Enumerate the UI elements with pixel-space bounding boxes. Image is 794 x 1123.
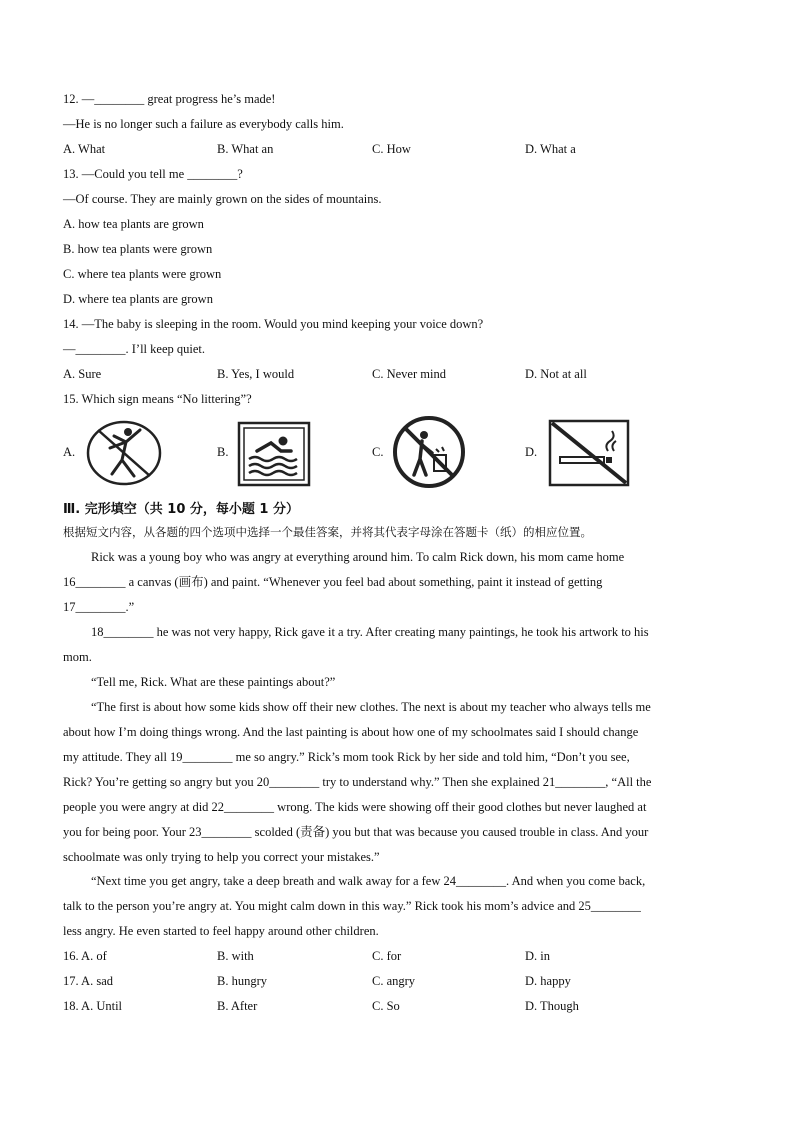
- q13-stem: 13. —Could you tell me ________?: [63, 167, 243, 181]
- q15-stem: 15. Which sign means “No littering”?: [63, 392, 252, 406]
- passage-line: schoolmate was only trying to help you correct your mistakes.”: [63, 850, 380, 864]
- passage-line: people you were angry at did 22________ wrong. The kids were showing off their good clothes but never laughed at: [63, 800, 647, 814]
- q12-stem: 12. —________ great progress he’s made!: [63, 92, 276, 106]
- passage-line: my attitude. They all 19________ me so angry.” Rick’s mom took Rick by her side and told him, “Don’t you see,: [63, 750, 630, 764]
- passage-line: talk to the person you’re angry at. You might calm down in this way.” Rick took his mom’s advice and 25________: [63, 899, 641, 913]
- passage-line: 18________ he was not very happy, Rick gave it a try. After creating many paintings, he took his artwork to his: [91, 625, 649, 639]
- passage-line: “The first is about how some kids show off their new clothes. The next is about my teacher who always tells me: [91, 700, 651, 714]
- q15-option-d[interactable]: D.: [525, 445, 538, 459]
- passage-line: 17________.”: [63, 600, 135, 614]
- no-littering-sign-icon: [392, 415, 466, 489]
- q16-option-b[interactable]: B. with: [217, 949, 254, 963]
- q12-option-d[interactable]: D. What a: [525, 142, 576, 156]
- q15-option-c[interactable]: C.: [372, 445, 384, 459]
- q14-option-b[interactable]: B. Yes, I would: [217, 367, 295, 381]
- q17-option-c[interactable]: C. angry: [372, 974, 416, 988]
- section-3-instruction: 根据短文内容，从各题的四个选项中选择一个最佳答案，并将其代表字母涂在答题卡（纸）的相应位置。: [63, 525, 592, 539]
- passage-line: 16________ a canvas (画布) and paint. “Whenever you feel bad about something, paint it instead of getting: [63, 575, 603, 589]
- q14-option-a[interactable]: A. Sure: [63, 367, 102, 381]
- q12-option-b[interactable]: B. What an: [217, 142, 274, 156]
- q14-reply: —________. I’ll keep quiet.: [63, 342, 205, 356]
- section-3-title: Ⅲ. 完形填空（共 10 分，每小题 1 分）: [63, 502, 299, 517]
- q14-stem: 14. —The baby is sleeping in the room. Would you mind keeping your voice down?: [63, 317, 484, 331]
- no-dancing-sign-icon: [84, 418, 164, 488]
- q17-option-b[interactable]: B. hungry: [217, 974, 267, 988]
- q14-option-c[interactable]: C. Never mind: [372, 367, 446, 381]
- q18-option-b[interactable]: B. After: [217, 999, 258, 1013]
- no-smoking-sign-icon: [548, 419, 630, 487]
- passage-line: “Tell me, Rick. What are these paintings about?”: [91, 675, 336, 689]
- q15-option-a[interactable]: A.: [63, 445, 76, 459]
- q13-reply: —Of course. They are mainly grown on the sides of mountains.: [63, 192, 382, 206]
- q15-option-b[interactable]: B.: [217, 445, 229, 459]
- q18-option-c[interactable]: C. So: [372, 999, 400, 1013]
- passage-line: Rick? You’re getting so angry but you 20________ try to understand why.” Then she explained 21________, “All the: [63, 775, 652, 789]
- passage-line: “Next time you get angry, take a deep breath and walk away for a few 24________. And when you come back,: [91, 874, 646, 888]
- q13-option-a[interactable]: A. how tea plants are grown: [63, 217, 204, 231]
- swimming-sign-icon: [237, 421, 311, 487]
- q14-option-d[interactable]: D. Not at all: [525, 367, 587, 381]
- passage-line: about how I’m doing things wrong. And the last painting is about how one of my schoolmates said I should change: [63, 725, 639, 739]
- passage-line: less angry. He even started to feel happy around other children.: [63, 924, 379, 938]
- q16-option-d[interactable]: D. in: [525, 949, 550, 963]
- q16-option-c[interactable]: C. for: [372, 949, 402, 963]
- q13-option-b[interactable]: B. how tea plants were grown: [63, 242, 213, 256]
- passage-line: you for being poor. Your 23________ scolded (责备) you but that was because you caused trouble in class. And your: [63, 825, 649, 839]
- q18-option-d[interactable]: D. Though: [525, 999, 579, 1013]
- q12-option-a[interactable]: A. What: [63, 142, 106, 156]
- q12-reply: —He is no longer such a failure as everybody calls him.: [63, 117, 344, 131]
- q18-option-a[interactable]: 18. A. Until: [63, 999, 123, 1013]
- q13-option-d[interactable]: D. where tea plants are grown: [63, 292, 213, 306]
- q16-option-a[interactable]: 16. A. of: [63, 949, 107, 963]
- passage-line: mom.: [63, 650, 92, 664]
- q17-option-d[interactable]: D. happy: [525, 974, 571, 988]
- q17-option-a[interactable]: 17. A. sad: [63, 974, 113, 988]
- q13-option-c[interactable]: C. where tea plants were grown: [63, 267, 222, 281]
- passage-line: Rick was a young boy who was angry at everything around him. To calm Rick down, his mom came home: [91, 550, 625, 564]
- q12-option-c[interactable]: C. How: [372, 142, 411, 156]
